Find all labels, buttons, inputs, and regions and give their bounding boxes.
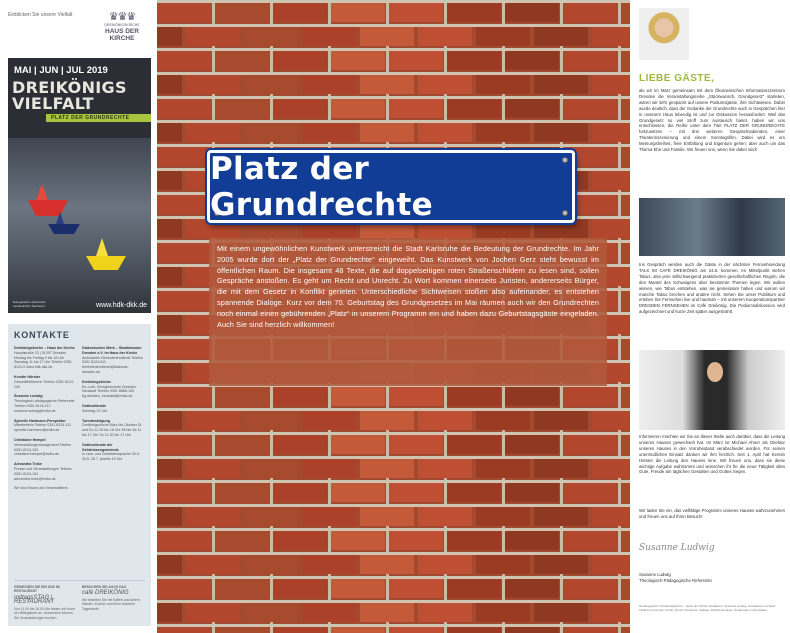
- brick: [592, 555, 630, 574]
- brick: [157, 555, 182, 574]
- brick: [534, 411, 588, 430]
- brick: [331, 3, 385, 22]
- brick: [360, 411, 414, 430]
- contact-entry: Dreikönigskirche – Haus der Kirche Hauptstraße 23 | 01097 Dresden Montag bis Freitag 9 bis 18 Uhr Samstag 11 bis 17 Uhr Telefon 0351 8124-0 www.hdk-dkk.de: [14, 346, 75, 370]
- brick: [534, 459, 588, 478]
- brick: [157, 507, 182, 526]
- restaurant-brand: mittagsSTAG | RESTAURANT: [14, 594, 55, 605]
- brick: [592, 603, 630, 622]
- brick: [592, 411, 630, 430]
- brick: [157, 147, 211, 166]
- brick: [157, 579, 211, 598]
- author-role: Theologisch-Pädagogische Referentin: [639, 578, 712, 583]
- restaurant-promo: GENIESSEN SIE BEI UNS IM RESTAURANT mittagsSTAG | RESTAURANT Von 11.00 bis 15.00 Uhr bieten wir Ihnen ein Mittagstisch an. Ausserdem können Sie Veranstaltungen buchen.: [14, 584, 76, 620]
- contacts-footer: [14, 580, 145, 621]
- brick: [186, 459, 240, 478]
- brick: [244, 603, 298, 622]
- letter-closing: Wir laden Sie ein, das vielfältige Programm unseres Hauses wahrzunehmen und freuen uns auf Ihren Besuch!: [639, 508, 785, 519]
- intro-text: Mit einem ungewöhnlichen Kunstwerk unterstreicht die Stadt Karlsruhe die Bedeutung der Grundrechte. Im Jahr 2005 wurde dort der „Platz der Grundrechte“ eingeweiht. Das Kunstwerk von Jochen Gerz steht bewusst im öffentlichen Raum. Die insgesamt 48 Texte, die auf doppelseitigen roten Straßenschildern zu lesen sind, sollen Gespräche anstoßen. Es geht um Recht und Unrecht. Zu Wort kommen einerseits Juristen, andererseits Bürger, die mit dem Gesetz in Konflikt gerieten. Unterschiedliche Sichtweisen stoßen also aufeinander, es entstehen spannende Dialoge. Kurz vor dem 70. Geburtstag des Grundgesetzes im Mai räumen auch wir den Grundrechten noch einmal einen gebührenden „Platz“ in unserem Programm ein und haben dazu Geburtstagsgäste eingeladen. Auch Sie sind herzlich willkommen!: [209, 238, 607, 386]
- crowns-icon: ♛♛♛: [108, 11, 136, 23]
- cover-title: DREIKÖNIGS VIELFALT: [12, 78, 127, 113]
- brick: [331, 51, 385, 70]
- brick: [389, 3, 443, 22]
- brick: [389, 579, 443, 598]
- brick: [360, 603, 414, 622]
- contact-entry: Sybrelle Hartmann-Perspektor Mitarbeiterin Telefon 0351 8124-111 sybrelle.hartmann@evlks.de: [14, 418, 71, 433]
- brick: [476, 27, 530, 46]
- letter-paragraph-2: Ins Gespräch werden auch die Gäste in der nächsten Fernsehsendung TALK IM CAFÉ DREIKÖNIG am 24.6. kommen. Im Mittelpunkt stehen Tabus, also jene stillschweigend praktizierten gesellschaftlichen Regeln, die den Mantel des Schweigens über bestimmte Themen legen. Wir wollen wissen, wie Tabus entstehen, was sie gemeinsam haben und warum wir manche Tabus brechen und andere nicht. Sehen Sie unser Publikum und erleben Sie Fernsehen live und hautnah – mit unserem Kooperationspartner DRESDEN FERNSEHEN im Café Dreikönig. Die Podiumsdiskussion wird aufgezeichnet und kurze Zeit später ausgestrahlt.: [639, 262, 785, 315]
- brick: [563, 531, 617, 550]
- brick: [476, 75, 530, 94]
- brick: [186, 555, 240, 574]
- brick: [476, 555, 530, 574]
- brick: [157, 267, 182, 286]
- brick: [621, 147, 630, 166]
- brick: [563, 387, 617, 406]
- brick: [157, 291, 211, 310]
- brick: [302, 27, 356, 46]
- brick: [621, 339, 630, 358]
- brick: [563, 51, 617, 70]
- brick: [505, 387, 559, 406]
- brick: [215, 3, 269, 22]
- brick: [621, 291, 630, 310]
- brick: [273, 99, 327, 118]
- brick-wall-photo: [157, 0, 630, 633]
- face-icon: [707, 362, 723, 382]
- cafe-brand: café DREIKÖNIG: [82, 590, 129, 596]
- brick: [418, 123, 472, 142]
- brick: [447, 387, 501, 406]
- brick: [244, 507, 298, 526]
- brick: [447, 531, 501, 550]
- brick: [592, 507, 630, 526]
- brick: [273, 579, 327, 598]
- brick: [505, 627, 559, 633]
- brick: [331, 387, 385, 406]
- brick: [563, 483, 617, 502]
- brick: [157, 387, 211, 406]
- brick: [215, 51, 269, 70]
- brick: [157, 171, 182, 190]
- brick: [244, 75, 298, 94]
- brick: [157, 483, 211, 502]
- brick: [273, 3, 327, 22]
- brick: [302, 459, 356, 478]
- brick: [157, 411, 182, 430]
- brick: [331, 531, 385, 550]
- brick: [476, 459, 530, 478]
- brick: [360, 555, 414, 574]
- brick: [389, 435, 443, 454]
- brick: [273, 387, 327, 406]
- brick: [157, 531, 211, 550]
- imprint: Herausgeberin: Dreikönigskirche – Haus der Kirche. Redaktion: Susanne Ludwig. Gestaltung und Satz. Titelfoto und Fotos: Archiv. Druck: Druckerei. Auflage: 4000 Exemplare. Änderungen vorbehalten.: [639, 604, 777, 612]
- brick: [563, 435, 617, 454]
- brick: [186, 507, 240, 526]
- brick: [563, 3, 617, 22]
- contacts-col-2: [82, 346, 144, 496]
- church-logo[interactable]: ♛♛♛ DREIKÖNIGSKIRCHE HAUS DER KIRCHE: [98, 12, 146, 42]
- letter-paragraph-1: als wir im März gemeinsam mit dem Ökumenischen Informationszentrum Dresden die Veranstaltungsreihe „Stückwunsch, Grundgesetz“ starteten, waren wir sehr gespannt auf unsere Podiumsgäste, ihre Sichtweisen. Dabei wurde deutlich, dass der Gedanke der Grundrechte auch in Gesprächen hier in unserem Haus lebendig ist und zur Diskussion herausfordert. Weil das Grundgesetz so viel Stoff zum Austausch bietet, haben wir uns entschlossen, die Reihe unter dem Titel PLATZ DER GRUNDRECHTE fortzusetzen – mit drei weiteren Gesprächsabenden, einer Theaterinszenierung und einem Sonntagsfilm. Dabei wird es um Meinungsfreiheit, freie Entfaltung und Eigentum gehen, aber auch um das Thema Ehe und Familie. Wir freuen uns, wenn Sie dabei sind!: [639, 88, 785, 153]
- brick: [505, 3, 559, 22]
- brick: [534, 75, 588, 94]
- brick: [215, 99, 269, 118]
- brick: [534, 555, 588, 574]
- brick: [302, 507, 356, 526]
- brick: [447, 627, 501, 633]
- brick: [331, 627, 385, 633]
- brick: [244, 411, 298, 430]
- letter-paragraph-3: Informieren möchten wir Sie an dieser Stelle auch darüber, dass die Leitung unseres Hauses gewechselt hat. Im März ist Michael Ahner als Direktor unseres Hauses in den Vorruhestand verabschiedet worden. Für seinen unermüdlichen Einsatz danken wir ihm herzlich. Seit 1. April hat Kerstin Hörster die Leitung des Hauses inne. Wir freuen uns, dass sie diese wichtige Aufgabe wahrnimmt und wünschen ihr für die neue Tätigkeit alles Gute, Freude am täglichen Gestalten und Gottes Segen.: [639, 434, 785, 475]
- brick: [621, 99, 630, 118]
- contact-entry: Christiane Hempel Veranstaltungsmanagement Telefon 0351 8124-103 christiane.hempel@evlks.de: [14, 437, 72, 457]
- contact-entry: Gottesdienste der Gehörlosengemeinde in Laut- und Gebärdensprache 26.5. 30.6. 28.7. jeweils 10 Uhr: [82, 442, 140, 462]
- brick: [418, 555, 472, 574]
- brick: [360, 507, 414, 526]
- cover-date: MAI | JUN | JUL 2019: [14, 65, 108, 76]
- brick: [621, 195, 630, 214]
- brick: [621, 579, 630, 598]
- sign-text: Platz der Grundrechte: [210, 150, 433, 223]
- brick: [592, 123, 630, 142]
- brick: [418, 507, 472, 526]
- brick: [273, 483, 327, 502]
- brick: [157, 243, 211, 262]
- brick: [331, 579, 385, 598]
- brick: [157, 459, 182, 478]
- brick: [592, 27, 630, 46]
- brick: [418, 27, 472, 46]
- brick: [302, 123, 356, 142]
- brick: [302, 411, 356, 430]
- brick: [447, 51, 501, 70]
- brick: [215, 579, 269, 598]
- author-name: Susanne Ludwig: [639, 572, 671, 577]
- brick: [360, 459, 414, 478]
- cafe-promo: BESUCHEN SIE AUCH DAS café DREIKÖNIG Wir bewirten Sie mit Kaffee aus fairem Handel, Kuchen und einer leckeren Tageskarte.: [82, 585, 144, 621]
- brick: [302, 75, 356, 94]
- brick: [418, 411, 472, 430]
- brick: [244, 27, 298, 46]
- brick: [621, 243, 630, 262]
- brick: [447, 483, 501, 502]
- right-column: [631, 0, 790, 633]
- brick: [389, 51, 443, 70]
- brick: [157, 123, 182, 142]
- contact-entry: Wir sind Raum und Veranstalterin.: [14, 486, 69, 491]
- brick: [331, 435, 385, 454]
- brick: [592, 75, 630, 94]
- brick: [215, 483, 269, 502]
- director-photo: [639, 350, 785, 430]
- brick: [157, 603, 182, 622]
- brick: [505, 51, 559, 70]
- brick: [157, 27, 182, 46]
- brick: [273, 531, 327, 550]
- brick: [418, 603, 472, 622]
- brick: [418, 459, 472, 478]
- contact-entry: Kerstin Hörster Geschäftsführerin Telefon 0351 8124-100: [14, 374, 75, 389]
- brick: [186, 123, 240, 142]
- brick: [186, 411, 240, 430]
- brick: [389, 483, 443, 502]
- left-column: [0, 0, 158, 633]
- brick: [418, 75, 472, 94]
- brick: [621, 3, 630, 22]
- brick: [592, 459, 630, 478]
- brick: [592, 171, 630, 190]
- brick: [447, 3, 501, 22]
- brick: [563, 99, 617, 118]
- brick: [447, 99, 501, 118]
- brick: [476, 123, 530, 142]
- brick: [476, 603, 530, 622]
- brick: [215, 531, 269, 550]
- brick: [157, 627, 211, 633]
- brick: [389, 531, 443, 550]
- contact-entry: Alexandra Troke Presse und Veranstaltungen Telefon 0351 8124-104 alexandra.troke@evlks.de: [14, 462, 72, 481]
- street-sign: [207, 150, 575, 223]
- brick: [302, 603, 356, 622]
- brick: [157, 219, 182, 238]
- brick: [505, 99, 559, 118]
- brick: [360, 75, 414, 94]
- brick: [592, 219, 630, 238]
- contact-entry: Dreikönigskirche Ev.-Luth. Kirchgemeinde Dresden-Neustadt Telefon 0351 8886-100 kg.dresden_neustadt@evlks.de: [82, 379, 137, 399]
- contact-entry: Diakonisches Werk – Stadtmission Dresden e.V. im Haus der Kirche Ambulanter Behindertendienst Telefon 0351 8124-511 behindertendienst@diakonie-dresden.de: [82, 346, 143, 374]
- brick: [389, 99, 443, 118]
- brick: [534, 123, 588, 142]
- brick: [621, 483, 630, 502]
- brick: [186, 27, 240, 46]
- talk-show-photo: [639, 198, 785, 256]
- brick: [505, 435, 559, 454]
- brick: [157, 75, 182, 94]
- brick: [621, 627, 630, 633]
- brick: [360, 123, 414, 142]
- brick: [331, 483, 385, 502]
- portrait-photo: [639, 8, 689, 60]
- contacts-heading: KONTAKTE: [14, 330, 70, 340]
- cover-band: PLATZ DER GRUNDRECHTE: [46, 114, 151, 122]
- contacts-col-1: [14, 346, 76, 496]
- brick: [215, 435, 269, 454]
- greeting-title: LIEBE GÄSTE,: [639, 73, 715, 84]
- brick: [273, 435, 327, 454]
- contact-entry: Gottesdienste Sonntag 10 Uhr: [82, 403, 108, 413]
- brick: [215, 387, 269, 406]
- landeskirche-note: Evangelisch-Lutherische Landeskirche Sachsens: [13, 300, 46, 308]
- brick: [621, 435, 630, 454]
- contact-entry: Turmbesteigung Dreikönigskirche März bis Oktober Di und Do 11.30 bis 16 Uhr Mi bis Sa 11 bis 17 Uhr So 11.30 bis 17 Uhr: [82, 418, 142, 437]
- brick: [244, 555, 298, 574]
- brick: [563, 627, 617, 633]
- brick: [360, 27, 414, 46]
- brick: [157, 435, 211, 454]
- brick: [157, 3, 211, 22]
- brick: [621, 51, 630, 70]
- brick: [302, 555, 356, 574]
- brick: [534, 603, 588, 622]
- brick: [447, 435, 501, 454]
- brick: [389, 387, 443, 406]
- brick: [505, 531, 559, 550]
- brick: [621, 531, 630, 550]
- brick: [244, 459, 298, 478]
- brick: [157, 99, 211, 118]
- brick: [505, 579, 559, 598]
- paper-boats-image: [8, 138, 151, 313]
- brick: [273, 51, 327, 70]
- brick: [476, 507, 530, 526]
- brick: [476, 411, 530, 430]
- brick: [157, 315, 182, 334]
- brick: [534, 507, 588, 526]
- brick: [186, 603, 240, 622]
- brick: [157, 339, 211, 358]
- brick: [186, 75, 240, 94]
- brick: [215, 627, 269, 633]
- brick: [447, 579, 501, 598]
- brick: [157, 363, 182, 382]
- brick: [389, 627, 443, 633]
- brick: [505, 483, 559, 502]
- contacts-box: [8, 324, 151, 626]
- brick: [273, 627, 327, 633]
- brick: [534, 27, 588, 46]
- signature: Susanne Ludwig: [639, 543, 715, 553]
- brick: [621, 387, 630, 406]
- brick: [563, 579, 617, 598]
- brick: [157, 195, 211, 214]
- contact-entry: Susanne Ludwig Theologisch-pädagogische Referentin Telefon 0351 8124-112 susanne.ludwig@evlks.de: [14, 394, 75, 413]
- top-note: Einblicken Sie unsere Vielfalt: [8, 12, 73, 18]
- water-image: [8, 138, 151, 313]
- brick: [331, 99, 385, 118]
- program-cover[interactable]: [8, 58, 151, 313]
- cover-url[interactable]: www.hdk-dkk.de: [96, 302, 147, 309]
- brick: [157, 51, 211, 70]
- brick: [244, 123, 298, 142]
